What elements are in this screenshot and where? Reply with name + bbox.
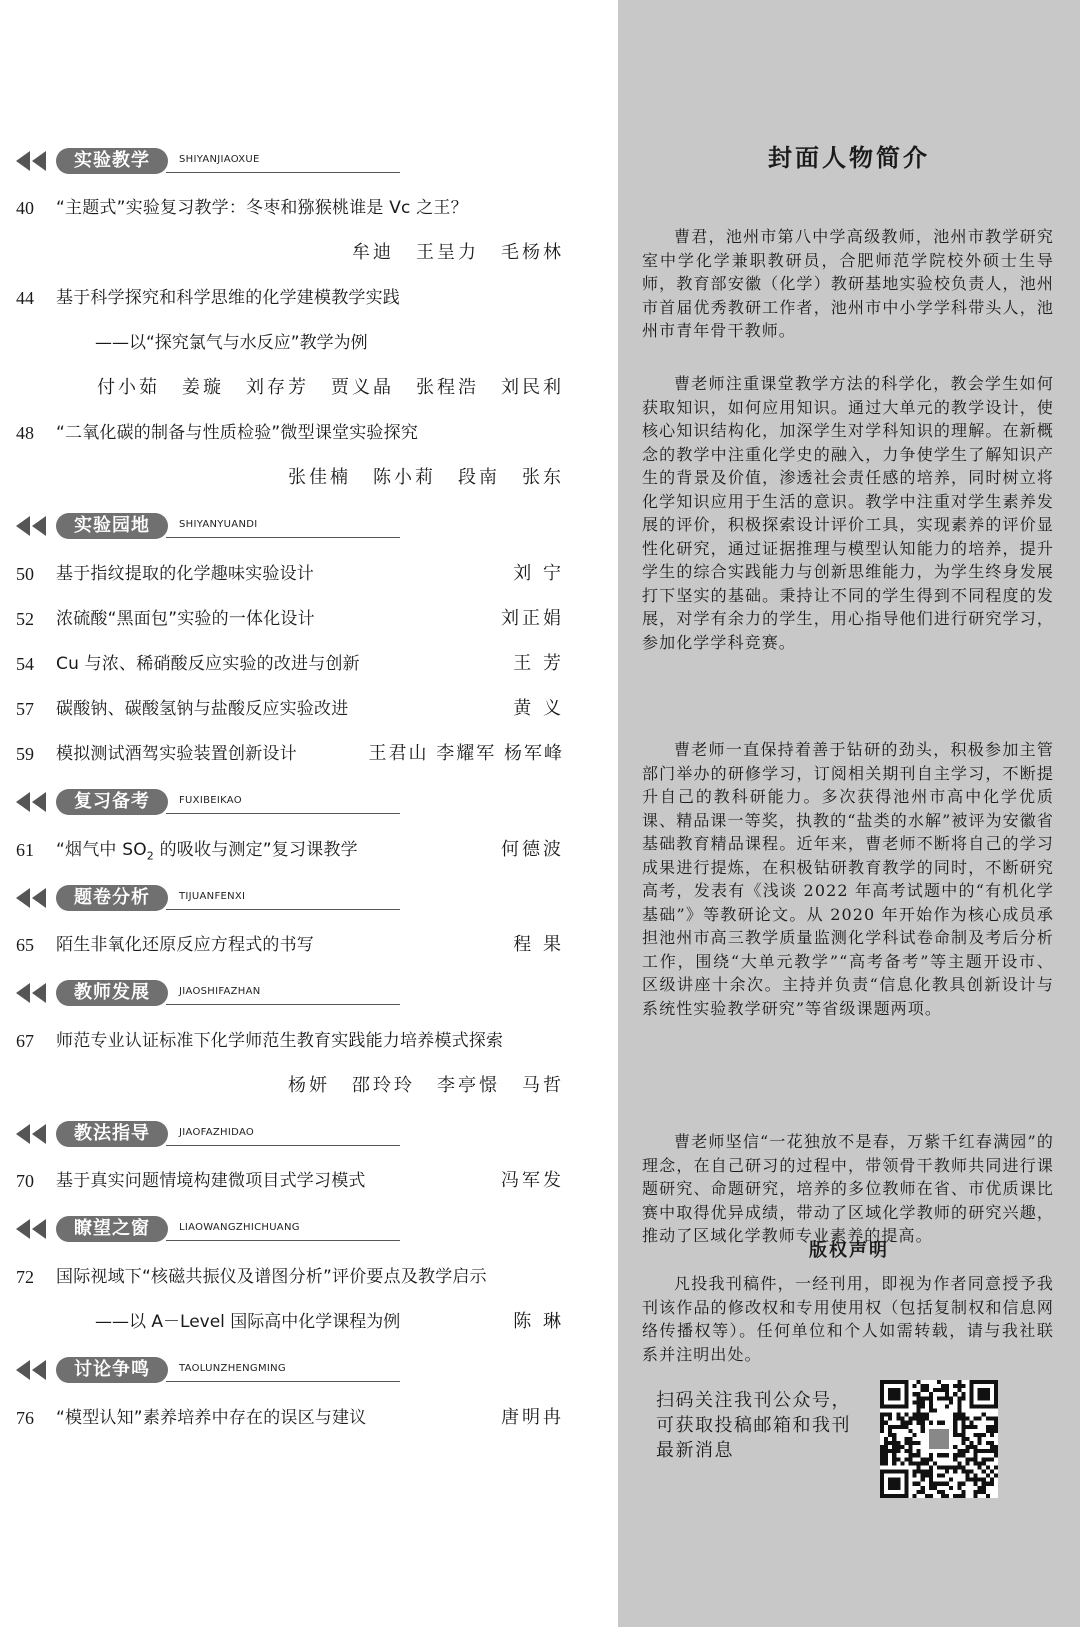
page-number: 40	[16, 198, 34, 218]
double-arrow-left-icon	[16, 151, 50, 171]
toc-entry[interactable]	[16, 694, 564, 724]
section-pinyin: TIJUANFENXI	[179, 891, 246, 902]
divider	[166, 1145, 400, 1146]
qr-caption: 扫码关注我刊公众号，可获取投稿邮箱和我刊最新消息	[656, 1390, 851, 1461]
section-title: 讨论争鸣	[56, 1357, 168, 1383]
page-number: 67	[16, 1031, 34, 1051]
section-header-jiaofazhidao	[16, 1119, 386, 1149]
section-pinyin: SHIYANJIAOXUE	[179, 154, 260, 165]
toc-entry[interactable]	[16, 604, 564, 634]
article-title: 基于科学探究和科学思维的化学建模教学实践	[56, 288, 400, 308]
section-pinyin: LIAOWANGZHICHUANG	[179, 1222, 300, 1233]
section-pinyin: FUXIBEIKAO	[179, 795, 242, 806]
article-subtitle: ——以 A－Level 国际高中化学课程为例	[95, 1312, 401, 1332]
author: 杨妍	[288, 1075, 330, 1096]
author-line	[266, 463, 564, 493]
title-part: 的吸收与测定”复习课教学	[154, 840, 358, 860]
divider	[166, 537, 400, 538]
author: 刘民利	[501, 377, 564, 398]
divider	[166, 909, 400, 910]
divider	[166, 1381, 400, 1382]
author: 牟迪	[352, 242, 394, 263]
section-header-fuxibeikao	[16, 787, 386, 817]
author-line	[266, 1071, 564, 1101]
article-title: 基于真实问题情境构建微项目式学习模式	[56, 1171, 366, 1191]
section-title: 瞭望之窗	[56, 1216, 168, 1242]
section-header-jiaoshifazhan	[16, 978, 386, 1008]
page-number: 44	[16, 288, 34, 308]
page-number: 54	[16, 654, 34, 674]
section-pinyin: SHIYANYUANDI	[179, 519, 258, 530]
author: 付小茹	[97, 377, 160, 398]
section-pinyin: TAOLUNZHENGMING	[179, 1363, 286, 1374]
author: 张程浩	[416, 377, 479, 398]
divider	[166, 172, 400, 173]
subscript: 2	[146, 849, 154, 863]
section-title: 教法指导	[56, 1121, 168, 1147]
article-title: 师范专业认证标准下化学师范生教育实践能力培养模式探索	[56, 1031, 504, 1051]
section-pinyin: JIAOFAZHIDAO	[179, 1127, 255, 1138]
article-subtitle-row	[95, 1307, 564, 1337]
toc-entry[interactable]	[16, 930, 564, 960]
author: 马哲	[522, 1075, 564, 1096]
article-title	[56, 835, 358, 871]
author: 毛杨林	[501, 242, 564, 263]
article-title: 国际视域下“核磁共振仪及谱图分析”评价要点及教学启示	[56, 1267, 487, 1287]
section-header-shiyanyuandi	[16, 511, 386, 541]
page-number: 70	[16, 1171, 34, 1191]
article-title: 浓硫酸“黑面包”实验的一体化设计	[56, 609, 315, 629]
section-title: 题卷分析	[56, 885, 168, 911]
section-pinyin: JIAOSHIFAZHAN	[179, 986, 261, 997]
page-number: 57	[16, 699, 34, 719]
toc-entry[interactable]	[16, 193, 564, 223]
double-arrow-left-icon	[16, 792, 50, 812]
article-title: “主题式”实验复习教学：冬枣和猕猴桃谁是 Vc 之王？	[56, 198, 468, 218]
page-number: 65	[16, 935, 34, 955]
cover-profile-sidebar	[618, 0, 1080, 1627]
article-subtitle-row	[95, 328, 564, 358]
double-arrow-left-icon	[16, 888, 50, 908]
toc-entry[interactable]	[16, 1262, 564, 1292]
author: 张佳楠	[288, 467, 351, 488]
author-line	[75, 373, 564, 403]
section-title: 实验园地	[56, 513, 168, 539]
author: 唐明冉	[501, 1407, 564, 1428]
article-title: 碳酸钠、碳酸氢钠与盐酸反应实验改进	[56, 699, 349, 719]
article-title: “二氧化碳的制备与性质检验”微型课堂实验探究	[56, 423, 419, 443]
author: 邵玲玲	[352, 1075, 415, 1096]
article-subtitle: ——以“探究氯气与水反应”教学为例	[95, 333, 368, 353]
toc-entry[interactable]	[16, 283, 564, 313]
section-header-liaowangzhichuang	[16, 1214, 386, 1244]
author: 冯军发	[501, 1170, 564, 1191]
page-number: 59	[16, 744, 34, 764]
author: 姜璇	[182, 377, 224, 398]
author: 王君山 李耀军 杨军峰	[368, 743, 564, 764]
divider	[166, 1004, 400, 1005]
double-arrow-left-icon	[16, 983, 50, 1003]
author: 段南	[458, 467, 500, 488]
article-title: 模拟测试酒驾实验装置创新设计	[56, 744, 297, 764]
author: 刘 宁	[513, 563, 564, 584]
author: 刘正娟	[501, 608, 564, 629]
toc-entry[interactable]	[16, 1026, 564, 1056]
profile-paragraph: 曹老师一直保持着善于钻研的劲头，积极参加主管部门举办的研修学习，订阅相关期刊自主学习，不断提升自己的教科研能力。多次获得池州市高中化学优质课、精品课一等奖，执教的“盐类的水解”被评为安徽省基础教育精品课程。近年来，曹老师不断将自己的学习成果进行提炼，在积极钻研教育教学的同时，不断研究高考，发表有《浅谈 2022 年高考试题中的“有机化学基础”》等教研论文。从 2020 年开始作为核心成员承担池州市高三教学质量监测化学科试卷命制及考后分析工作，围绕“大单元教学”“高考备考”等主题开设市、区级讲座十余次。主持并负责“信息化教具创新设计与系统性实验教学研究”等省级课题两项。	[642, 740, 1054, 1018]
cover-profile-title: 封面人物简介	[768, 143, 930, 172]
article-title: 基于指纹提取的化学趣味实验设计	[56, 564, 314, 584]
profile-paragraph: 曹老师坚信“一花独放不是春，万紫千红春满园”的理念，在自己研习的过程中，带领骨干教师共同进行课题研究、命题研究，培养的多位教师在省、市优质课比赛中取得优异成绩，带动了区域化学教师的研究兴趣，推动了区域化学教师专业素养的提高。	[642, 1132, 1054, 1245]
double-arrow-left-icon	[16, 1360, 50, 1380]
author: 程 果	[513, 934, 564, 955]
double-arrow-left-icon	[16, 516, 50, 536]
qr-code-icon[interactable]	[880, 1380, 998, 1498]
author-line	[330, 238, 564, 268]
section-header-taolunzhengming	[16, 1355, 386, 1385]
article-title: 陌生非氧化还原反应方程式的书写	[56, 935, 314, 955]
profile-paragraph: 曹君，池州市第八中学高级教师，池州市教学研究室中学化学兼职教研员，合肥师范学院校外硕士生导师，教育部安徽（化学）教研基地实验校负责人，池州市首届优秀教研工作者，池州市中小学学科带头人，池州市青年骨干教师。	[642, 227, 1054, 340]
author: 王 芳	[513, 653, 564, 674]
page-number: 76	[16, 1408, 34, 1428]
toc-entry[interactable]	[16, 1166, 564, 1196]
double-arrow-left-icon	[16, 1219, 50, 1239]
page-number: 48	[16, 423, 34, 443]
toc-entry[interactable]	[16, 649, 564, 679]
section-title: 复习备考	[56, 789, 168, 815]
page-number: 50	[16, 564, 34, 584]
author: 黄 义	[513, 698, 564, 719]
author: 陈小莉	[373, 467, 436, 488]
author: 李亭憬	[437, 1075, 500, 1096]
title-part: “烟气中 SO	[56, 840, 147, 860]
page-number: 72	[16, 1267, 34, 1287]
section-header-shiyanjiaoxue	[16, 146, 386, 176]
author: 刘存芳	[246, 377, 309, 398]
article-title: Cu 与浓、稀硝酸反应实验的改进与创新	[56, 654, 360, 674]
divider	[166, 813, 400, 814]
author: 王呈力	[416, 242, 479, 263]
author: 张东	[522, 467, 564, 488]
toc-entry[interactable]	[16, 1403, 564, 1433]
toc-entry[interactable]	[16, 418, 564, 448]
toc-entry[interactable]	[16, 739, 564, 769]
section-title: 实验教学	[56, 148, 168, 174]
page-number: 52	[16, 609, 34, 629]
section-title: 教师发展	[56, 980, 168, 1006]
divider	[166, 1240, 400, 1241]
author: 贾义晶	[331, 377, 394, 398]
profile-paragraph: 曹老师注重课堂教学方法的科学化，教会学生如何获取知识，如何应用知识。通过大单元的教学设计，使核心知识结构化，加深学生对学科知识的理解。在新概念的教学中注重化学史的融入，力争使学生了解知识产生的背景及价值，渗透社会责任感的培养，同时树立将化学知识应用于生活的意识。教学中注重对学生素养发展的评价，积极探索设计评价工具，实现素养的评价显性化研究，通过证据推理与模型认知能力的培养，提升学生的综合实践能力与创新思维能力，为学生终身发展打下坚实的基础。秉持让不同的学生得到不同程度的发展，对学有余力的学生，用心指导他们进行研究学习，参加化学学科竞赛。	[642, 374, 1054, 652]
copyright-text: 凡投我刊稿件，一经刊用，即视为作者同意授予我刊该作品的修改权和专用使用权（包括复制权和信息网络传播权等）。任何单位和个人如需转载，请与我社联系并注明出处。	[642, 1274, 1054, 1364]
double-arrow-left-icon	[16, 1124, 50, 1144]
author: 陈 琳	[513, 1311, 564, 1332]
toc-entry[interactable]	[16, 835, 564, 865]
author: 何德波	[501, 839, 564, 860]
article-title: “模型认知”素养培养中存在的误区与建议	[56, 1408, 367, 1428]
page-number: 61	[16, 840, 34, 860]
section-header-tijuanfenxi	[16, 883, 386, 913]
copyright-title: 版权声明	[809, 1240, 889, 1261]
toc-entry[interactable]	[16, 559, 564, 589]
